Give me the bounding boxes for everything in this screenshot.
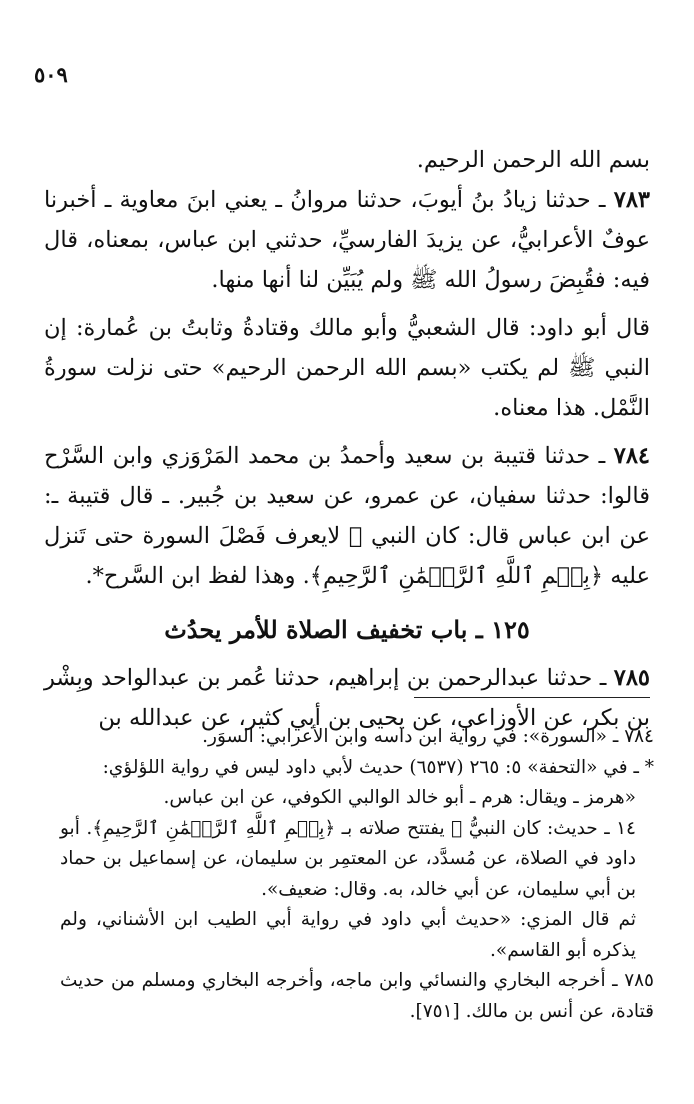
basmala-line: بسم الله الرحمن الرحيم. [416,147,650,173]
footnote-hurmuz: «هرمز ـ ويقال: هرم ـ أبو خالد الوالبي الكوفي، عن ابن عباس. [163,787,636,808]
main-text [44,140,650,738]
footnote-784: ٧٨٤ ـ «السورة»: في رواية ابن داسه وابن الأعرابي: السوَر. [202,726,654,747]
hadith-number-785: ٧٨٥ [613,665,650,691]
hadith-number-783: ٧٨٣ [613,187,650,213]
hadith-text-784: ـ حدثنا قتيبة بن سعيد وأحمدُ بن محمد المَرْوَزي وابن السَّرْح قالوا: حدثنا سفيان، عن عمرو، عن سعيد بن جُبير. ـ قال قتيبة ـ: عن ابن عباس قال: كان النبي ﷺ لايعرف فَصْلَ السورة حتى تَنزل عليه ﴿بِسۡمِ ٱللَّهِ ٱلرَّحۡمَٰنِ ٱلرَّحِيمِ﴾. وهذا لفظ ابن السَّرح*. [44,443,650,589]
hadith-783 [44,180,650,300]
footnote-divider [414,697,650,698]
hadith-text-783: ـ حدثنا زيادُ بنُ أيوبَ، حدثنا مروانُ ـ يعني ابنَ معاوية ـ أخبرنا عوفٌ الأعرابيُّ، عن يزيدَ الفارسيِّ، حدثني ابن عباس، بمعناه، قال فيه: فقُبِضَ رسولُ الله ﷺ ولم يُبَيِّن لنا أنها منها. [44,187,650,293]
chapter-heading: ١٢٥ ـ باب تخفيف الصلاة للأمر يحدُث [164,615,530,644]
page-number: ٥٠٩ [34,62,68,87]
footnote-785: ٧٨٥ ـ أخرجه البخاري والنسائي وابن ماجه، وأخرجه البخاري ومسلم من حديث قتادة، عن أنس بن مالك. [٧٥١]. [60,970,654,1022]
hadith-784 [44,436,650,596]
footnote-star: * ـ في «التحفة» ٥: ٢٦٥ (٦٥٣٧) حديث لأبي داود ليس في رواية اللؤلؤي: [102,756,654,778]
footnotes [60,722,654,1027]
footnote-hadith-14: ١٤ ـ حديث: كان النبيُّ ﷺ يفتتح صلاته بـ ﴿بِسۡمِ ٱللَّهِ ٱلرَّحۡمَٰنِ ٱلرَّحِيمِ﴾. أبو داود في الصلاة، عن مُسدَّد، عن المعتمِر بن سليمان، عن إسماعيل بن حماد بن أبي سليمان، عن أبي خالد، به. وقال: ضعيف». [60,817,636,900]
hadith-number-784: ٧٨٤ [613,443,650,469]
footnote-mizzi: ثم قال المزي: «حديث أبي داود في رواية أبي الطيب ابن الأشناني، ولم يذكره أبو القاسم». [60,909,636,961]
hadith-text-785: ـ حدثنا عبدالرحمن بن إبراهيم، حدثنا عُمر بن عبدالواحد وبِشْر بن بكر، عن الأوزاعي، عن يحيى بن أبي كثير، عن عبدالله بن [44,665,650,731]
abu-dawud-comment: قال أبو داود: قال الشعبيُّ وأبو مالك وقتادةُ وثابتُ بن عُمارة: إن النبي ﷺ لم يكتب «بسم الله الرحمن الرحيم» حتى نزلت سورةُ النَّمْل. هذا معناه. [44,315,650,421]
